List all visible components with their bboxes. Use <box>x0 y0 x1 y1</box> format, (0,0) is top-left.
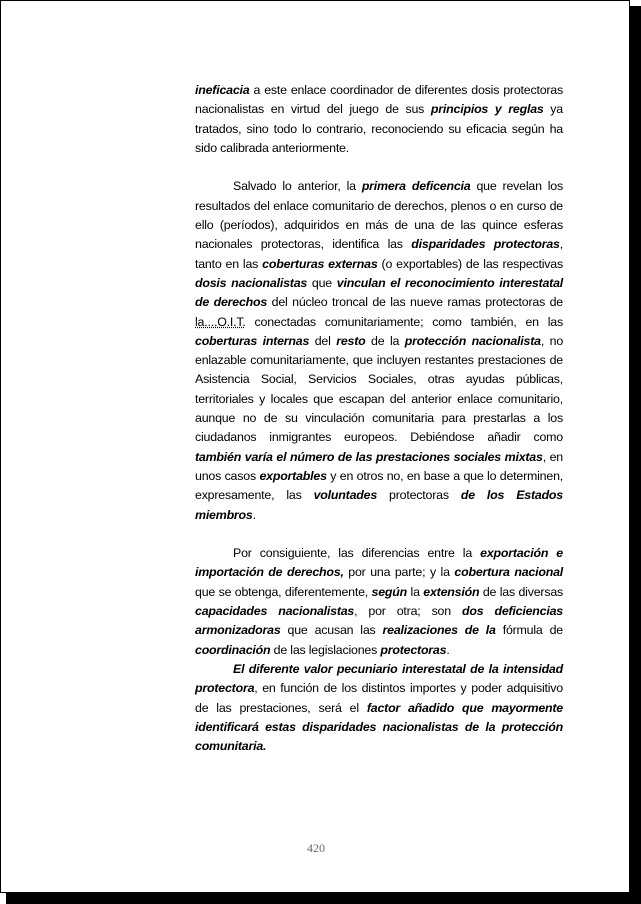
emphasis-text: también varía el número de las prestaciones sociales mixtas <box>195 449 543 464</box>
emphasis-text: primera deficencia <box>361 179 471 194</box>
text-run: del núcleo troncal de las nueve ramas protectoras de <box>267 295 564 310</box>
text-run: de la <box>365 333 405 348</box>
emphasis-text: capacidades nacionalistas <box>195 604 355 619</box>
emphasis-text: vinculan el reconocimiento interestatal de derechos <box>195 275 564 310</box>
abbreviation-text: la....O.I.T. <box>195 314 246 329</box>
emphasis-text: ineficacia <box>195 83 250 97</box>
text-run: , no enlazable comunitariamente, que incluyen restantes prestaciones de Asistencia Social, Servicios Sociales, otras ayudas públicas, territoriales y locales que escapan del anterior enlace comunitario, aunque no de su vinculación comunitaria para prestarlas a los ciudadanos inmigrantes europeos. Debiéndose añadir como <box>195 333 564 445</box>
text-run: la <box>407 584 424 599</box>
body-text <box>195 81 563 756</box>
text-run: , en función de los distintos importes y poder adquisitivo de las prestaciones, será el <box>195 681 563 715</box>
page-shadow <box>6 893 641 904</box>
text-run: conectadas comunitariamente; como también, en las <box>245 314 563 329</box>
text-run: , por otra; son <box>354 604 462 619</box>
text-run: , en unos casos <box>195 449 564 483</box>
emphasis-text: de los Estados miembros <box>195 488 563 522</box>
emphasis-text: factor añadido que mayormente identificará estas disparidades nacionalistas de la protección comunitaria. <box>195 700 563 754</box>
paragraph <box>195 544 563 660</box>
emphasis-text: exportables <box>259 468 327 483</box>
emphasis-text: coberturas internas <box>195 333 310 348</box>
emphasis-text: disparidades protectoras <box>411 237 560 252</box>
text-run: ya tratados, sino todo lo contrario, reconociendo su eficacia según ha sido calibrada anteriormente. <box>195 102 563 155</box>
text-run: de las diversas <box>479 584 564 599</box>
emphasis-text: dos deficiencias armonizadoras <box>195 604 563 638</box>
paragraph <box>195 177 563 524</box>
emphasis-text: cobertura nacional <box>454 565 563 580</box>
text-run: . <box>252 507 256 522</box>
emphasis-text: voluntades <box>313 488 378 503</box>
emphasis-text: coordinación <box>195 642 271 657</box>
emphasis-text: realizaciones de la <box>382 623 496 638</box>
emphasis-text: principios y reglas <box>430 102 544 117</box>
text-run: y en otros no, en base a que lo determinen, expresamente, las <box>195 468 564 503</box>
text-run: Por consiguiente, las diferencias entre la <box>233 546 481 561</box>
emphasis-text: protectoras <box>380 642 447 657</box>
text-run: fórmula de <box>495 623 563 638</box>
text-run: Salvado lo anterior, la <box>233 179 362 194</box>
text-run: . <box>446 642 450 657</box>
text-run: de las legislaciones <box>270 642 381 657</box>
text-run: , tanto en las <box>195 237 563 271</box>
page-shadow <box>630 6 641 904</box>
text-run: protectoras <box>377 488 461 503</box>
emphasis-text: dosis nacionalistas <box>195 275 308 290</box>
emphasis-text: protección nacionalista <box>404 333 541 348</box>
emphasis-text: coberturas externas <box>262 256 378 271</box>
emphasis-text: resto <box>336 333 366 348</box>
page-number: 420 <box>307 841 325 855</box>
text-run: por una parte; y la <box>343 565 455 580</box>
text-run: que <box>307 275 337 290</box>
text-run: que revelan los resultados del enlace comunitario de derechos, plenos o en curso de ello (períodos), adquiridos en más de una de las quince esferas nacionales protectoras, identifica las <box>195 179 563 252</box>
text-run: (o exportables) de las respectivas <box>377 256 563 271</box>
text-run: del <box>309 333 337 348</box>
emphasis-text: exportación e importación de derechos, <box>195 546 563 580</box>
emphasis-text: extensión <box>423 584 480 599</box>
emphasis-text: según <box>371 584 408 599</box>
text-run: a este enlace coordinador de diferentes dosis protectoras nacionalistas en virtud del juego de sus <box>195 83 563 117</box>
paragraph <box>195 81 563 158</box>
paragraph <box>195 660 563 756</box>
text-run: que se obtenga, diferentemente, <box>195 584 372 599</box>
emphasis-text: El diferente valor pecuniario interestatal de la intensidad protectora <box>195 661 563 696</box>
text-run: que acusan las <box>280 623 383 638</box>
